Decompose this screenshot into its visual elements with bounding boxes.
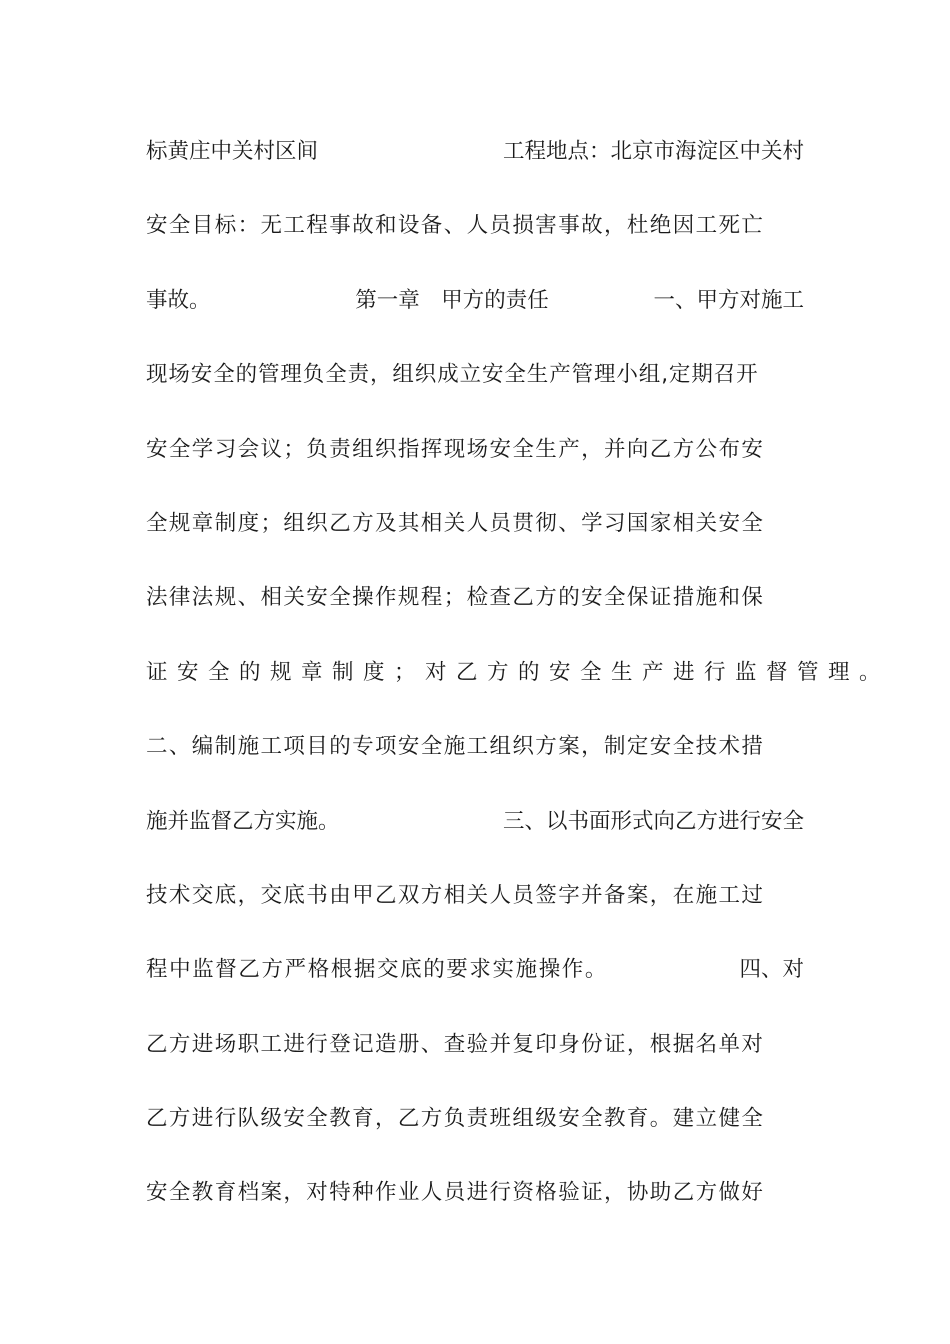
text-segment: 安全学习会议；负责组织指挥现场安全生产，并向乙方公布安 xyxy=(146,436,765,462)
text-segment: 安全教育档案，对特种作业人员进行资格验证，协助乙方做好 xyxy=(146,1180,765,1206)
text-segment: 乙方进场职工进行登记造册、查验并复印身份证，根据名单对 xyxy=(146,1031,765,1057)
text-segment: 技术交底，交底书由甲乙双方相关人员签字并备案，在施工过 xyxy=(146,882,765,908)
text-line-1 xyxy=(146,128,804,202)
text-segment: 证安全的规章制度；对乙方的安全生产进行监督管理。 xyxy=(146,659,891,685)
text-line-3 xyxy=(146,277,804,351)
text-segment: 标黄庄中关村区间 xyxy=(146,139,319,164)
text-line-15 xyxy=(146,1169,804,1243)
text-segment: 现场安全的管理负全责，组织成立安全生产管理小组,定期召开 xyxy=(146,362,759,388)
text-line-8 xyxy=(146,649,891,723)
text-segment: 四、对 xyxy=(739,957,804,983)
text-segment: 一、甲方对施工 xyxy=(653,287,804,313)
text-segment: 事故。 xyxy=(146,287,211,313)
text-segment: 法律法规、相关安全操作规程；检查乙方的安全保证措施和保 xyxy=(146,585,765,611)
text-line-2 xyxy=(146,202,804,276)
text-line-6 xyxy=(146,500,804,574)
text-line-14 xyxy=(146,1095,804,1169)
text-segment: 乙方进行队级安全教育，乙方负责班组级安全教育。建立健全 xyxy=(146,1106,765,1132)
text-segment: 工程地点：北京市海淀区中关村 xyxy=(502,139,804,164)
text-line-4 xyxy=(146,351,804,425)
text-segment: 三、以书面形式向乙方进行安全 xyxy=(502,808,804,834)
text-line-7 xyxy=(146,574,804,648)
text-line-9 xyxy=(146,723,804,797)
text-segment: 全规章制度；组织乙方及其相关人员贯彻、学习国家相关安全 xyxy=(146,510,765,536)
text-segment: 安全目标：无工程事故和设备、人员损害事故，杜绝因工死亡 xyxy=(146,213,765,239)
contract-body-text xyxy=(146,128,891,1244)
text-segment: 施并监督乙方实施。 xyxy=(146,808,340,834)
text-segment: 程中监督乙方严格根据交底的要求实施操作。 xyxy=(146,957,609,983)
text-line-11 xyxy=(146,872,804,946)
text-line-13 xyxy=(146,1021,804,1095)
text-line-10 xyxy=(146,798,804,872)
text-line-12 xyxy=(146,946,804,1020)
chapter-heading: 第一章 甲方的责任 xyxy=(355,287,549,313)
text-segment: 二、编制施工项目的专项安全施工组织方案，制定安全技术措 xyxy=(146,734,765,760)
text-line-5 xyxy=(146,426,804,500)
